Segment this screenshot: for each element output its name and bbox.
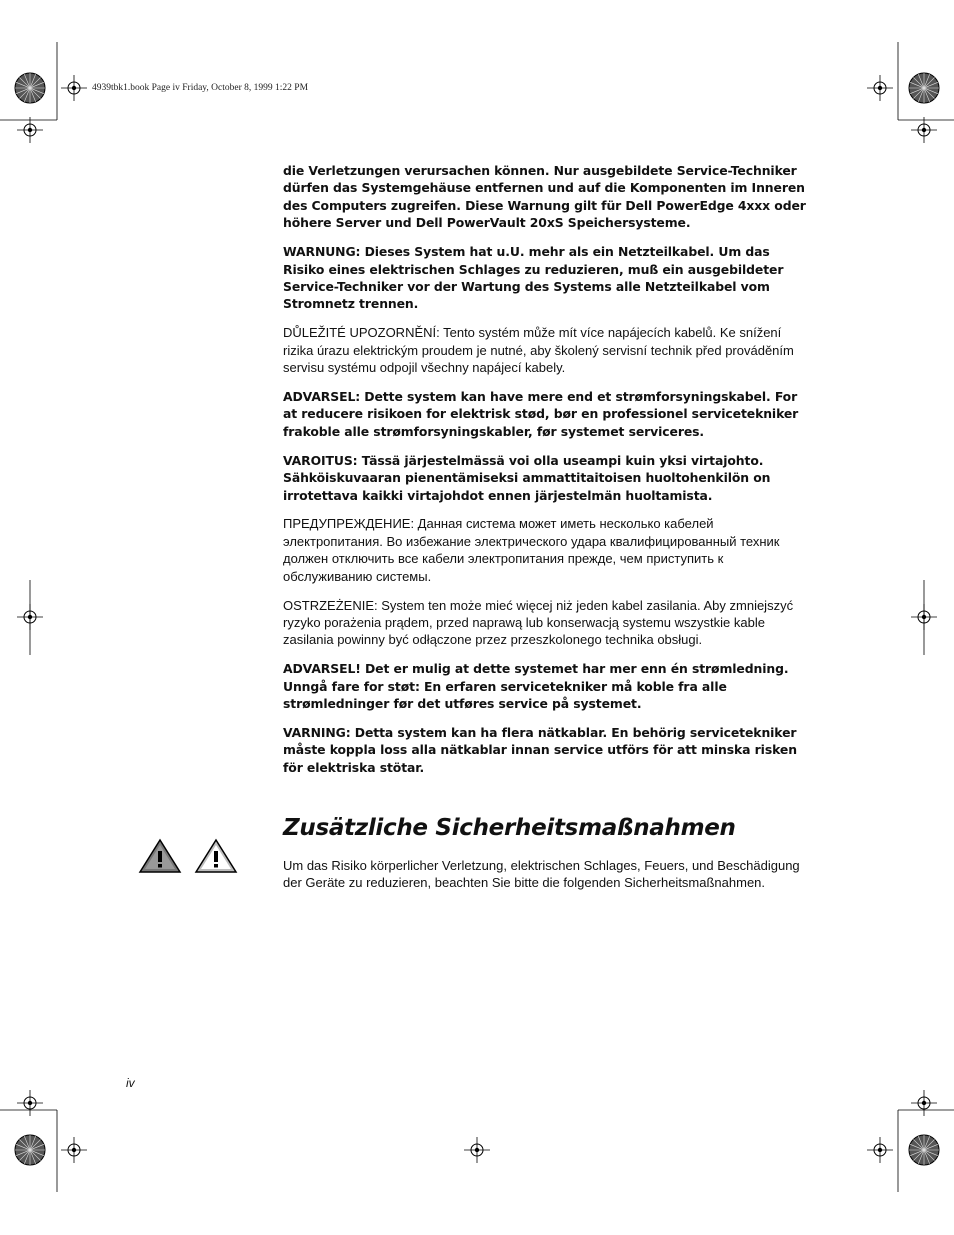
paragraph-varning-swedish: VARNING: Detta system kan ha flera nätkablar. En behörig servicetekniker måste koppla loss alla nätkablar innan service utförs för att minska risken för elektriska stötar. [283,724,797,775]
paragraph-warnung-german: WARNUNG: Dieses System hat u.U. mehr als ein Netzteilkabel. Um das Risiko eines elektrischen Schlages zu reduzieren, muß ein ausgebildeter Service-Techniker vor der Wartung des Systems alle Netzteilkabel vom Stromnetz trennen. [283,244,784,312]
warning-triangle-icon [138,838,242,874]
paragraph-preduprezhdenie-russian: ПРЕДУПРЕЖДЕНИЕ: Данная система может иметь несколько кабелей электропитания. Во избежание электрического удара квалифицированный техник должен отключить все кабели электропитания прежде, чем приступить к обслуживанию системы. [283,516,780,584]
paragraph-advarsel-danish: ADVARSEL: Dette system kan have mere end et strømforsyningskabel. For at reducere risikoen for elektrisk stød, bør en professionel servicetekniker frakoble alle strømforsyningskabler, før systemet serviceres. [283,388,799,439]
page-number: iv [126,1076,135,1090]
paragraph-advarsel-norwegian: ADVARSEL! Det er mulig at dette systemet har mer enn én strømledning. Unngå fare for støt: En erfaren servicetekniker må koble fra alle strømledninger før det utføres service på systemet. [283,661,789,712]
book-header-info: 4939tbk1.book Page iv Friday, October 8, 1999 1:22 PM [92,83,309,93]
paragraph-german-continuation: die Verletzungen verursachen können. Nur ausgebildete Service-Techniker dürfen das Systemgehäuse entfernen und auf die Komponenten im Inneren des Computers zugreifen. Diese Warnung gilt für Dell PowerEdge 4xxx oder höhere Server und Dell PowerVault 20xS Speichersysteme. [283,163,806,231]
paragraph-upozorneni-czech: DŮLEŽITÉ UPOZORNĚNÍ: Tento systém může mít více napájecích kabelů. Ke snížení rizika úrazu elektrickým proudem je nutné, aby školený servisní technik před prováděním servisu systému odpojil všechny napájecí kabely. [283,325,794,376]
warning-paragraphs [283,162,813,788]
section-intro: Um das Risiko körperlicher Verletzung, elektrischen Schlages, Feuers, und Beschädigung der Geräte zu reduzieren, beachten Sie bitte die folgenden Sicherheitsmaßnahmen. [283,858,800,891]
paragraph-varoitus-finnish: VAROITUS: Tässä järjestelmässä voi olla useampi kuin yksi virtajohto. Sähköiskuvaaran pienentämiseksi ammattitaitoisen huoltohenkilön on irrotettava kaikki virtajohdot ennen järjestelmän huoltamista. [283,452,771,503]
paragraph-ostrzezenie-polish: OSTRZEŻENIE: System ten może mieć więcej niż jeden kabel zasilania. Aby zmniejszyć ryzyko porażenia prądem, przed naprawą lub konserwacją systemu wszystkie kable zasilania powinny być odłączone przez przeszkolonego technika obsługi. [283,597,794,648]
section-title: Zusätzliche Sicherheitsmaßnahmen [283,815,736,841]
